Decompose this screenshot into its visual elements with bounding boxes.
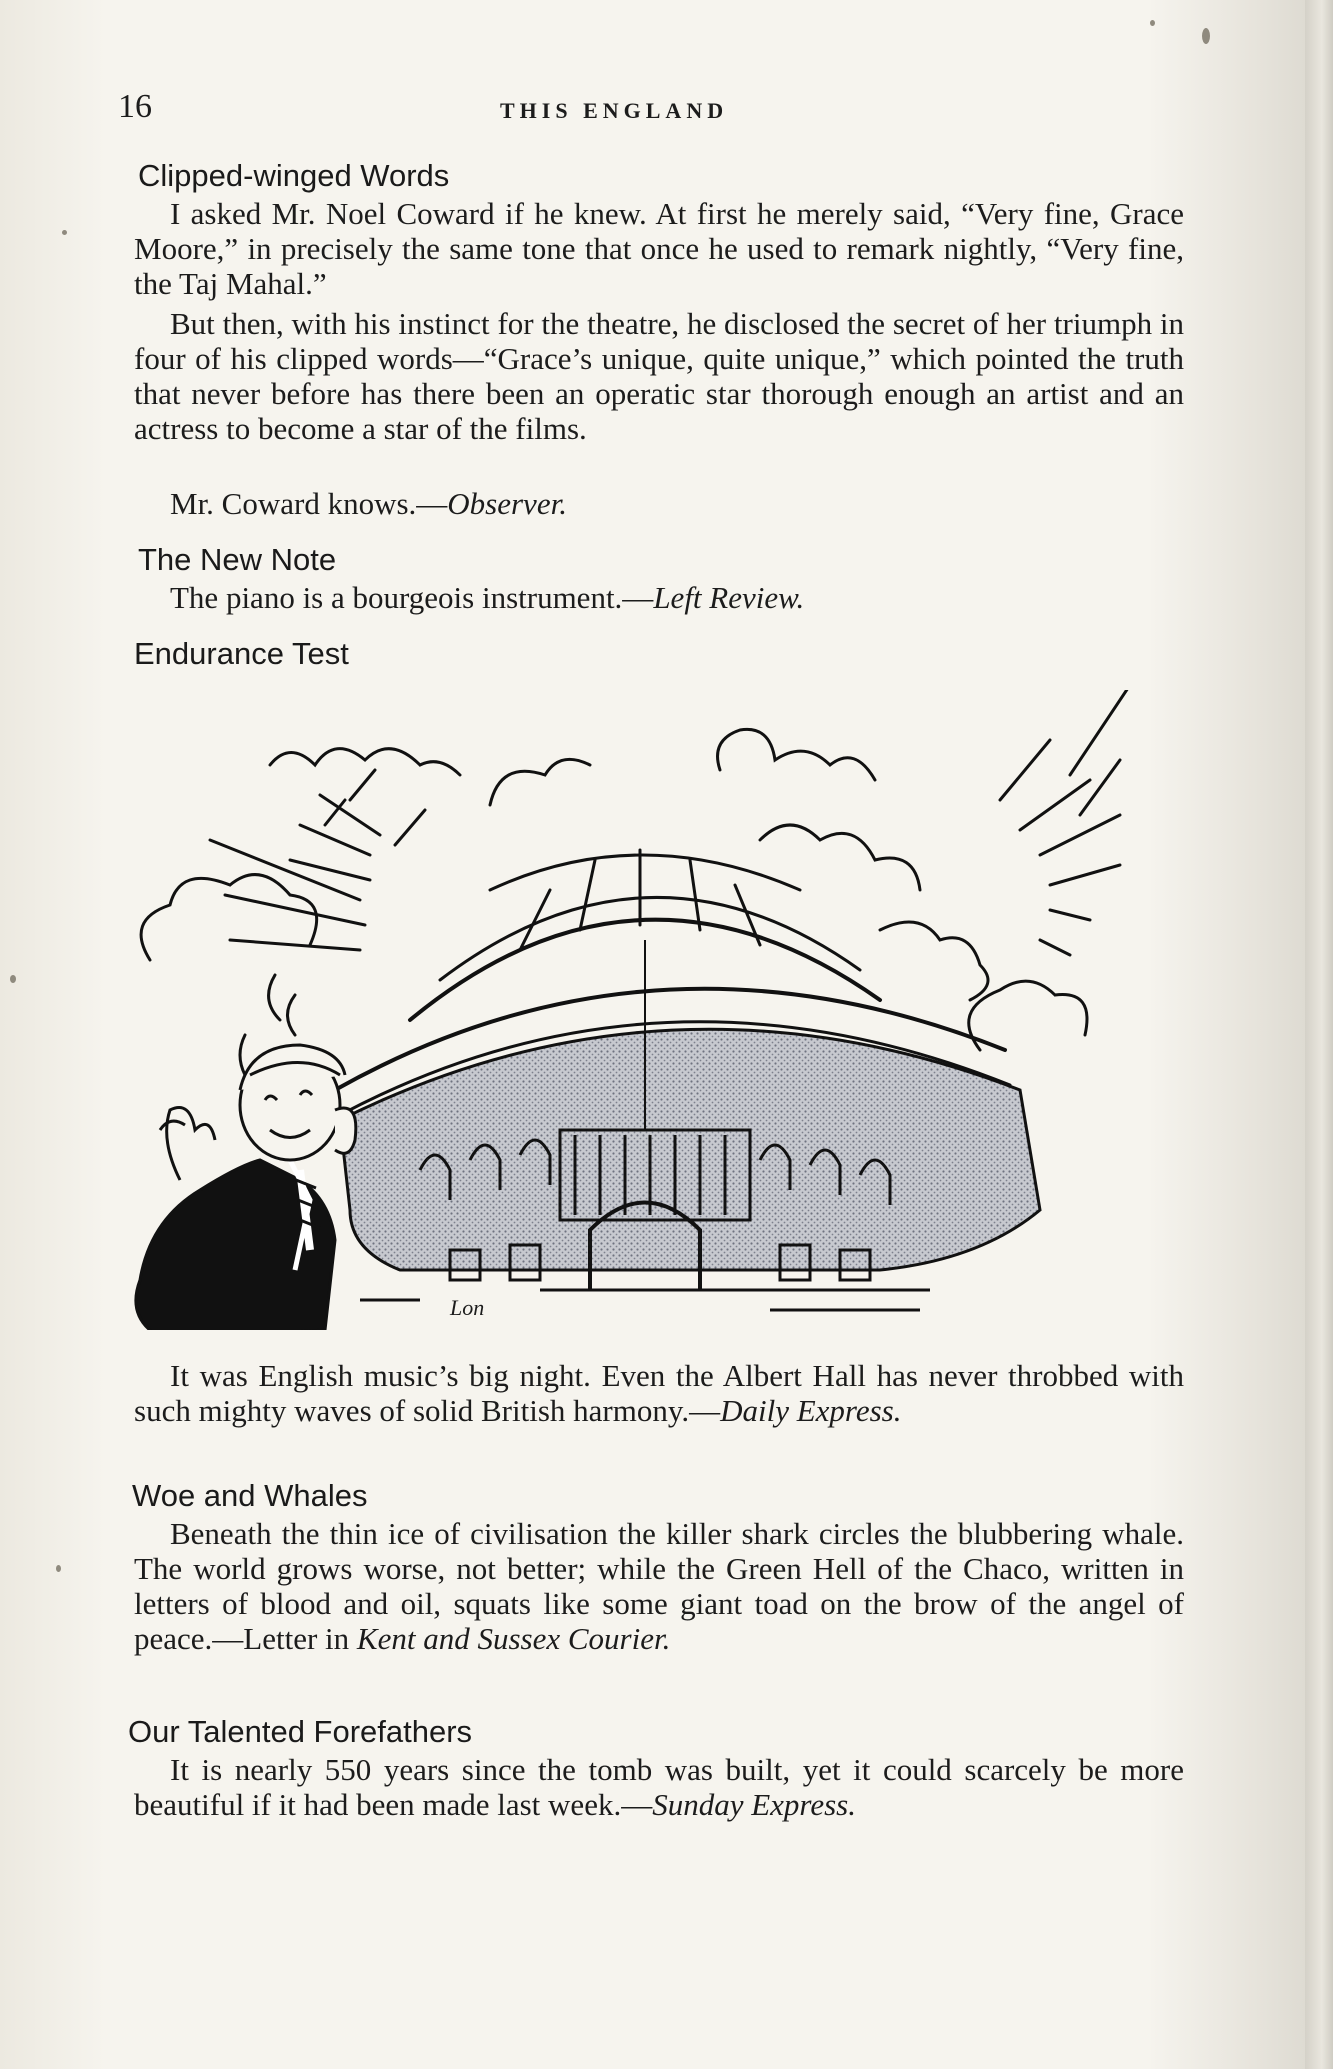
page-gutter-edge	[1305, 0, 1333, 2069]
paragraph-new-note	[134, 580, 1184, 615]
paragraph-woe-and-whales	[134, 1516, 1184, 1656]
paragraph-endurance	[134, 1358, 1184, 1428]
page-number: 16	[118, 88, 152, 125]
paper-speck	[1150, 20, 1155, 26]
cartoon-albert-hall	[120, 690, 1200, 1330]
cartoon-signature: Lon	[450, 1295, 485, 1320]
paper-speck	[1202, 28, 1210, 44]
paper-speck	[56, 1565, 61, 1572]
running-head: THIS ENGLAND	[500, 98, 729, 123]
new-note-source: Left Review.	[653, 580, 805, 615]
paragraph-clipped-3	[134, 486, 1184, 521]
forefathers-source: Sunday Express.	[652, 1787, 856, 1822]
new-note-text: The piano is a bourgeois instrument.—	[170, 580, 654, 615]
heading-woe-and-whales: Woe and Whales	[132, 1478, 368, 1513]
clipped-source: Observer.	[447, 486, 567, 521]
paragraph-clipped-2: But then, with his instinct for the theatre, he disclosed the secret of her triumph in four of his clipped words—“Grace’s unique, quite unique,” which pointed the truth that never before has there been an operatic star thorough enough an artist and an actress to become a star of the films.	[134, 306, 1184, 446]
paragraph-clipped-1: I asked Mr. Noel Coward if he knew. At first he merely said, “Very fine, Grace Moore,” in precisely the same tone that once he used to remark nightly, “Very fine, the Taj Mahal.”	[134, 196, 1184, 301]
heading-clipped-winged-words: Clipped-winged Words	[138, 158, 450, 193]
heading-the-new-note: The New Note	[138, 542, 337, 577]
paper-speck	[10, 975, 16, 983]
forefathers-text: It is nearly 550 years since the tomb was built, yet it could scarcely be more beautiful if it had been made last week.—	[134, 1752, 1184, 1822]
clipped-quote-text: Mr. Coward knows.—	[170, 486, 448, 521]
paper-speck	[62, 230, 67, 235]
heading-our-talented-forefathers: Our Talented Forefathers	[128, 1714, 473, 1749]
cartoon-illustration	[120, 690, 1200, 1330]
endurance-text: It was English music’s big night. Even the Albert Hall has never throbbed with such mighty waves of solid British harmony.—	[134, 1358, 1184, 1428]
woe-text: Beneath the thin ice of civilisation the killer shark circles the blubbering whale. The world grows worse, not better; while the Green Hell of the Chaco, written in letters of blood and oil, squats like some giant toad on the brow of the angel of peace.—Letter in	[134, 1516, 1184, 1656]
heading-endurance-test: Endurance Test	[134, 636, 349, 671]
page-header	[0, 88, 1333, 128]
woe-source: Kent and Sussex Courier.	[356, 1621, 671, 1656]
endurance-source: Daily Express.	[720, 1393, 902, 1428]
paragraph-forefathers	[134, 1752, 1184, 1822]
